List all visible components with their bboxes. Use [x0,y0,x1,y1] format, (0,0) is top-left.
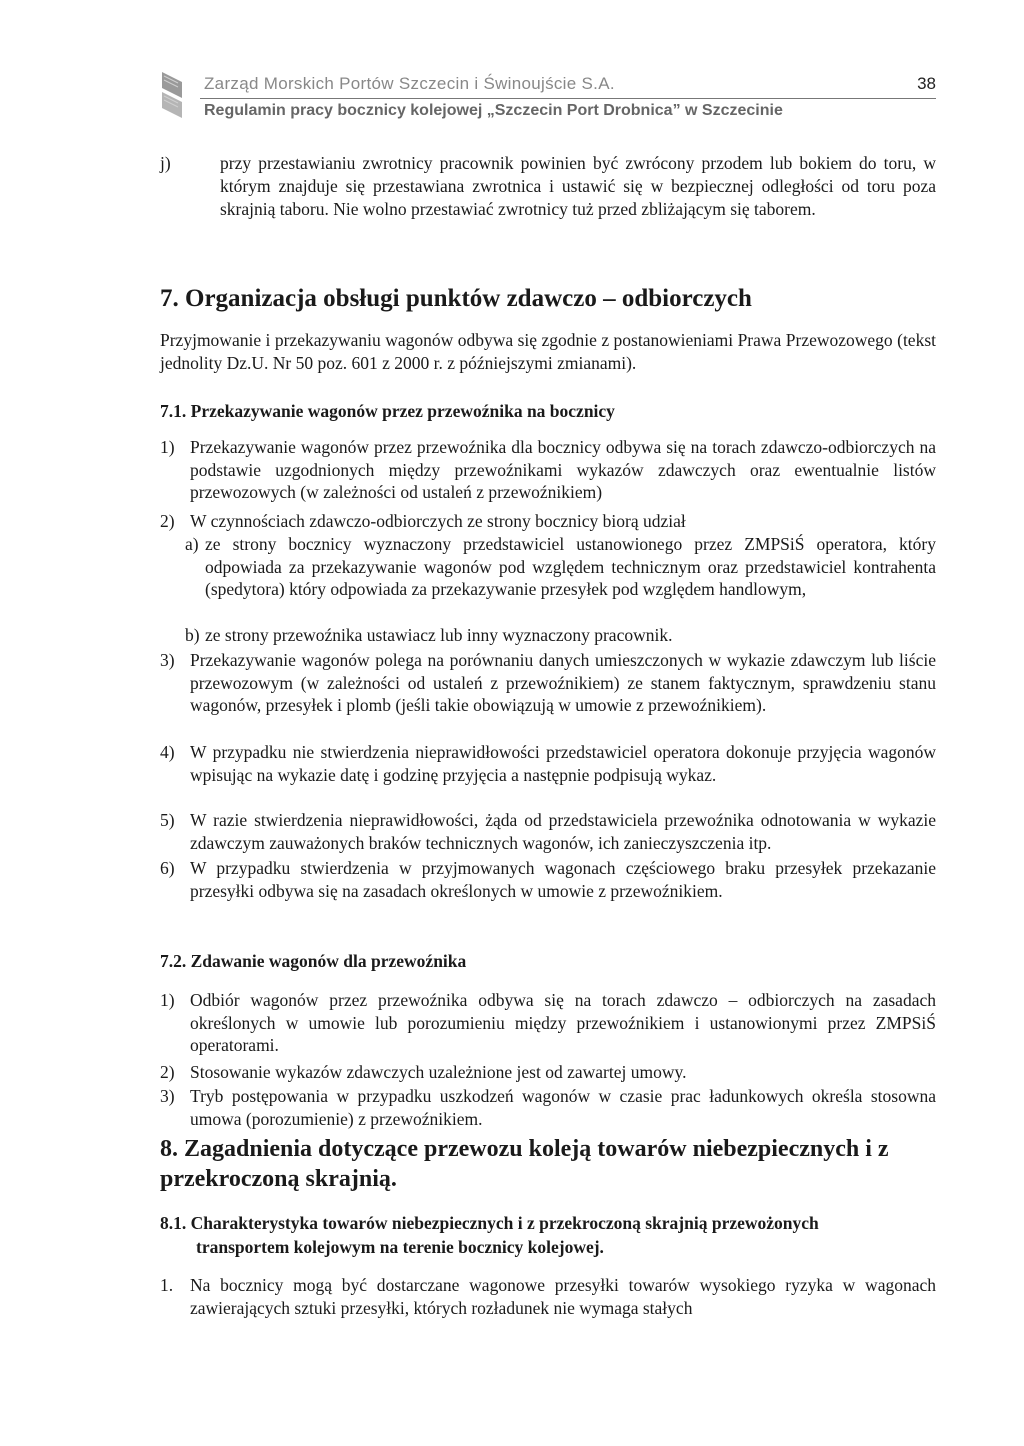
item-text: Tryb postępowania w przypadku uszkodzeń wagonów w czasie prac ładunkowych określa stosowna umowa (porozumienie) z przewoźnikiem. [190,1086,936,1129]
item-label: a) [185,534,199,554]
section-heading-7-1: 7.1. Przekazywanie wagonów przez przewoźnika na bocznicy [160,401,615,421]
section7-intro: Przyjmowanie i przekazywaniu wagonów odbywa się zgodnie z postanowieniami Prawa Przewozowego (tekst jednolity Dz.U. Nr 50 poz. 601 z 2000 r. z późniejszymi zmianami). [160,330,936,373]
section-heading-7: 7. Organizacja obsługi punktów zdawczo – odbiorczych [160,285,752,312]
item-text: ze strony bocznicy wyznaczony przedstawiciel ustanowionego przez ZMPSiŚ operatora, który odpowiada za przekazywanie wagonów pod względem technicznym oraz przedstawiciel kontrahenta (spedytora) który odpowiada za przekazywanie przesyłek pod względem handlowym, [205,534,936,599]
section-heading-8-cont: przekroczoną skrajnią. [160,1166,397,1192]
header-title: Regulamin pracy bocznicy kolejowej „Szczecin Port Drobnica” w Szczecinie [204,102,783,119]
item-text: ze strony przewoźnika ustawiacz lub inny wyznaczony pracownik. [205,625,673,645]
item-text: W razie stwierdzenia nieprawidłowości, żąda od przedstawiciela przewoźnika odnotowania w wykazie zdawczym zauważonych braków technicznych wagonów, ich zanieczyszczenia itp. [190,810,936,853]
item-label: 2) [160,511,175,531]
section-heading-8: 8. Zagadnienia dotyczące przewozu koleją towarów niebezpiecznych i z [160,1136,889,1162]
item-label: 1. [160,1275,174,1295]
section-heading-8-1: 8.1. Charakterystyka towarów niebezpiecznych i z przekroczoną skrajnią przewożonych [160,1213,819,1233]
item-text: Przekazywanie wagonów przez przewoźnika dla bocznicy odbywa się na torach zdawczo-odbiorczych na podstawie uzgodnionych między przewoźnikami wykazów zdawczych oraz ewentualnie listów przewozowych (w zależności od ustaleń z przewoźnikiem) [190,437,936,502]
item-text: Przekazywanie wagonów polega na porównaniu danych umieszczonych w wykazie zdawczym lub liście przewozowym (w zależności od ustaleń z przewoźnikiem) ze stanem faktycznym, sprawdzeniu stanu wagonów, przesyłek i plomb (jeśli takie obowiązują w umowie z przewoźnikiem). [190,650,936,715]
item-label: 3) [160,650,175,670]
item-text: W przypadku nie stwierdzenia nieprawidłowości przedstawiciel operatora dokonuje przyjęcia wagonów wpisując na wykazie datę i godzinę przyjęcia a następnie podpisują wykaz. [190,742,936,785]
header-divider [200,98,936,99]
company-logo-icon [160,70,186,126]
item-text: Stosowanie wykazów zdawczych uzależnione jest od zawartej umowy. [190,1062,687,1082]
section-heading-8-1-cont: transportem kolejowym na terenie bocznicy kolejowej. [196,1237,604,1257]
page-header [166,70,936,130]
item-label: 1) [160,437,175,457]
item-text: Odbiór wagonów przez przewoźnika odbywa się na torach zdawczo – odbiorczych na zasadach określonych w umowie lub porozumieniu między przewoźnikiem i ustanowionymi przez ZMPSiŚ operatorami. [190,990,936,1055]
item-label: 3) [160,1086,175,1106]
header-company: Zarząd Morskich Portów Szczecin i Świnoujście S.A. [204,74,615,93]
item-text: W czynnościach zdawczo-odbiorczych ze strony bocznicy biorą udział [190,511,686,531]
item-text: W przypadku stwierdzenia w przyjmowanych wagonach częściowego braku przesyłek przekazanie przesyłki odbywa się na zasadach określonych w umowie z przewoźnikiem. [190,858,936,901]
item-label: j) [160,153,171,173]
item-label: 6) [160,858,175,878]
item-label: 2) [160,1062,175,1082]
item-text: Na bocznicy mogą być dostarczane wagonowe przesyłki towarów wysokiego ryzyka w wagonach zawierających sztuki przesyłki, których rozładunek nie wymaga stałych [190,1275,936,1318]
item-label: b) [185,625,200,645]
section-heading-7-2: 7.2. Zdawanie wagonów dla przewoźnika [160,951,467,971]
item-label: 1) [160,990,175,1010]
item-label: 4) [160,742,175,762]
list-item [160,152,936,247]
page-number: 38 [917,74,936,93]
item-text: przy przestawianiu zwrotnicy pracownik powinien być zwrócony przodem lub bokiem do toru, w którym znajduje się przestawiana zwrotnica i ustawić się w bezpiecznej odległości od toru poza skrajnią taboru. Nie wolno przestawiać zwrotnicy tuż przed zbliżającym się taborem. [220,153,936,219]
item-label: 5) [160,810,175,830]
